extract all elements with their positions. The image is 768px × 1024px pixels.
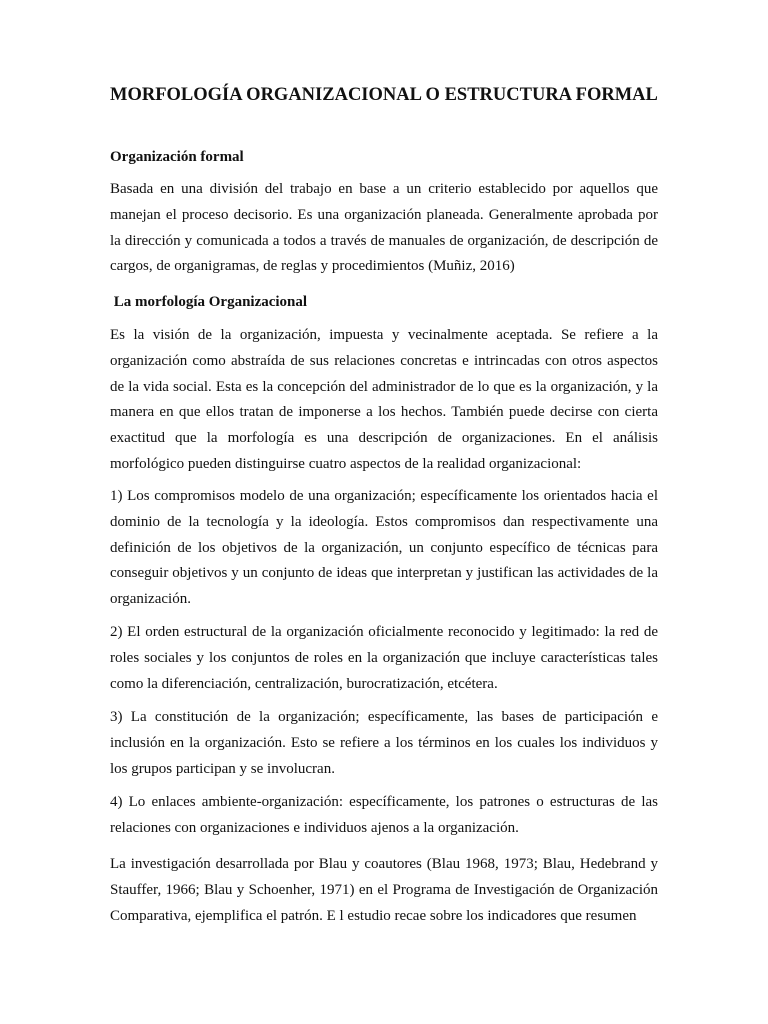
paragraph-morfologia-intro: Es la visión de la organización, impuesta y vecinalmente aceptada. Se refiere a la organización como abstraída de sus relaciones concretas e intrincadas con otros aspectos de la vida social. Esta es la concepción del administrador de lo que es la organización, y la manera en que ellos tratan de imponerse a los hechos. También puede decirse con cierta exactitud que la morfología es una descripción de organizaciones. En el análisis morfológico pueden distinguirse cuatro aspectos de la realidad organizacional:: [110, 327, 658, 472]
paragraph-aspecto-4: 4) Lo enlaces ambiente-organización: específicamente, los patrones o estructuras de las relaciones con organizaciones e individuos ajenos a la organización.: [110, 794, 658, 836]
section-heading-organizacion-formal: Organización formal: [110, 149, 244, 165]
paragraph-aspecto-1: 1) Los compromisos modelo de una organización; específicamente los orientados hacia el dominio de la tecnología y la ideología. Estos compromisos dan respectivamente una definición de los objetivos de la organización, un conjunto específico de técnicas para conseguir objetivos y un conjunto de ideas que interpretan y justifican las actividades de la organización.: [110, 488, 658, 608]
paragraph-organizacion-formal: Basada en una división del trabajo en base a un criterio establecido por aquellos que manejan el proceso decisorio. Es una organización planeada. Generalmente aprobada por la dirección y comunicada a todos a través de manuales de organización, de descripción de cargos, de organigramas, de reglas y procedimientos (Muñiz, 2016): [110, 181, 658, 275]
paragraph-investigacion: La investigación desarrollada por Blau y coautores (Blau 1968, 1973; Blau, Hedebrand y Stauffer, 1966; Blau y Schoenher, 1971) en el Programa de Investigación de Organización Comparativa, ejemplifica el patrón. E l estudio recae sobre los indicadores que resumen: [110, 856, 658, 924]
section-heading-morfologia: La morfología Organizacional: [110, 294, 308, 310]
paragraph-aspecto-2: 2) El orden estructural de la organización oficialmente reconocido y legitimado: la red de roles sociales y los conjuntos de roles en la organización que incluye características tales como la diferenciación, centralización, burocratización, etcétera.: [110, 624, 658, 692]
paragraph-aspecto-3: 3) La constitución de la organización; específicamente, las bases de participación e inclusión en la organización. Esto se refiere a los términos en los cuales los individuos y los grupos participan y se involucran.: [110, 709, 658, 777]
document-title: MORFOLOGÍA ORGANIZACIONAL O ESTRUCTURA FORMAL: [110, 85, 658, 105]
